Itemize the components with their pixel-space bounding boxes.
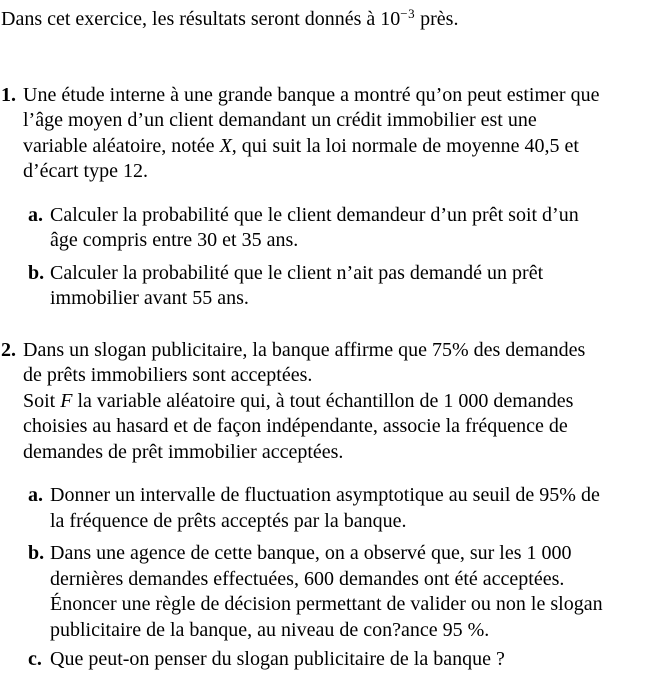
intro-suffix: près. <box>415 8 459 30</box>
subquestion-2a <box>28 483 645 534</box>
question-2 <box>1 338 645 673</box>
question-1-line3-pre: variable aléatoire, notée <box>23 134 220 157</box>
subquestion-1b-body <box>50 261 645 312</box>
subquestion-2b-line: Énoncer une règle de décision permettant de valider ou non le slogan <box>50 593 603 615</box>
question-2-line: choisies au hasard et de façon indépendante, associe la fréquence de <box>23 415 568 437</box>
subquestion-1a-label: a. <box>28 203 43 226</box>
subquestion-1a <box>28 203 645 254</box>
subquestion-1a-body <box>50 203 645 254</box>
subquestion-2b-line: Dans une agence de cette banque, on a observé que, sur les 1 000 <box>50 542 572 564</box>
question-2-line3-pre: Soit <box>23 389 61 412</box>
question-1-line: d’écart type 12. <box>23 160 148 182</box>
subquestion-1a-line: âge compris entre 30 et 35 ans. <box>50 229 299 251</box>
question-1-line3-post: , qui suit la loi normale de moyenne 40,5 et <box>231 134 579 157</box>
intro-superscript: −3 <box>400 6 416 21</box>
question-2-line: demandes de prêt immobilier acceptées. <box>23 440 344 463</box>
question-1-line: l’âge moyen d’un client demandant un crédit immobilier est une <box>23 109 537 131</box>
question-1-line <box>23 134 645 160</box>
question-1-body <box>23 83 645 312</box>
subquestion-1b-line: Calculer la probabilité que le client n’ait pas demandé un prêt <box>50 261 544 284</box>
question-2-body <box>23 338 645 673</box>
question-1-line: Une étude interne à une grande banque a montré qu’on peut estimer que <box>23 83 600 106</box>
subquestion-1b-label: b. <box>28 261 45 284</box>
subquestion-2b-line: publicitaire de la banque, au niveau de con?ance 95 %. <box>50 618 490 641</box>
subquestion-2a-body <box>50 483 645 534</box>
random-variable-x: X <box>219 134 232 157</box>
subquestion-2a-line: la fréquence de prêts acceptés par la banque. <box>50 509 407 532</box>
question-2-line3-post: la variable aléatoire qui, à tout échantillon de 1 000 demandes <box>72 389 574 412</box>
subquestion-2b <box>28 541 645 643</box>
subquestion-2a-line: Donner un intervalle de fluctuation asymptotique au seuil de 95% de <box>50 484 600 506</box>
question-2-line <box>23 389 645 415</box>
subquestion-2c <box>28 647 645 673</box>
subquestion-2c-line: Que peut-on penser du slogan publicitaire de la banque ? <box>50 648 505 670</box>
subquestion-1b-line: immobilier avant 55 ans. <box>50 287 249 309</box>
question-1 <box>1 83 645 312</box>
question-2-number: 2. <box>1 338 16 361</box>
intro-line <box>1 1 645 33</box>
question-1-number: 1. <box>1 83 16 106</box>
subquestion-2a-label: a. <box>28 484 43 506</box>
subquestion-2b-line: dernières demandes effectuées, 600 demandes ont été acceptées. <box>50 567 565 590</box>
question-2-line: Dans un slogan publicitaire, la banque affirme que 75% des demandes <box>23 338 586 361</box>
subquestion-2b-body <box>50 541 645 643</box>
subquestion-2c-body <box>50 647 645 673</box>
question-2-line: de prêts immobiliers sont acceptées. <box>23 364 313 386</box>
subquestion-2c-label: c. <box>28 648 42 670</box>
subquestion-2b-label: b. <box>28 542 45 564</box>
random-variable-f: F <box>60 389 73 412</box>
subquestion-1b <box>28 261 645 312</box>
intro-text: Dans cet exercice, les résultats seront donnés à 10 <box>1 8 401 30</box>
subquestion-1a-line: Calculer la probabilité que le client demandeur d’un prêt soit d’un <box>50 203 579 226</box>
